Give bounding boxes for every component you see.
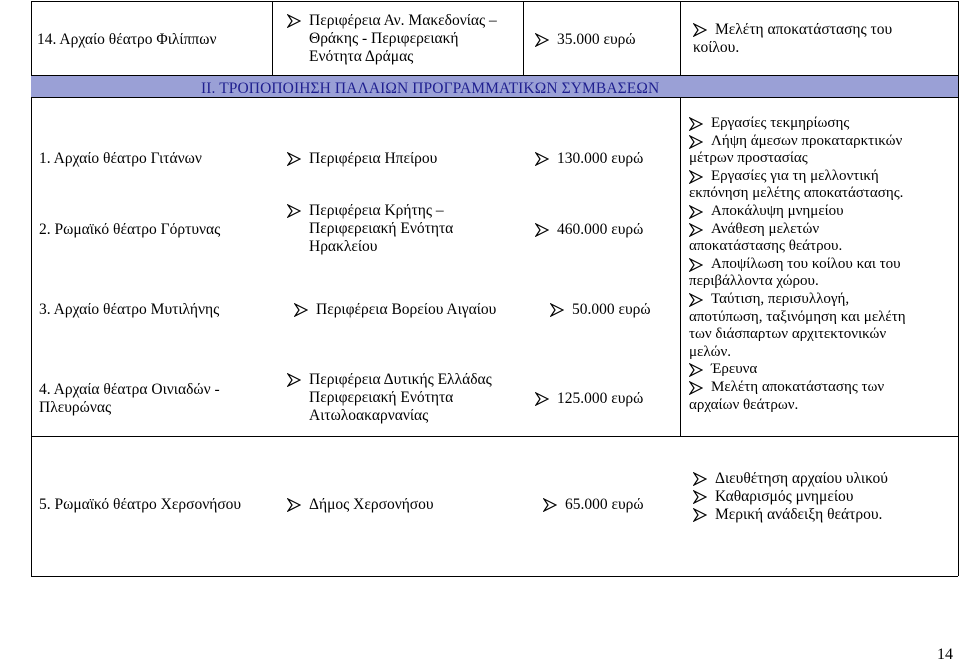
arrow-bullet-icon xyxy=(689,117,703,131)
site-line: Πλευρώνας xyxy=(39,399,112,416)
arrow-bullet-icon xyxy=(287,373,301,387)
list-item xyxy=(535,31,636,49)
action-item xyxy=(689,168,957,186)
list-item xyxy=(550,301,651,319)
arrow-bullet-icon xyxy=(693,472,707,486)
bottom-row-site: 5. Ρωμαϊκό θέατρο Χερσονήσου xyxy=(39,496,242,513)
arrow-bullet-icon xyxy=(535,152,549,166)
list-item xyxy=(535,221,643,239)
arrow-bullet-icon xyxy=(689,170,703,184)
arrow-bullet-icon xyxy=(550,303,564,317)
site-line: 4. Αρχαία θέατρα Οινιαδών - xyxy=(39,381,220,398)
top-row-actions xyxy=(693,21,892,57)
table-right-border xyxy=(958,1,959,576)
arrow-bullet-icon xyxy=(693,508,707,522)
action-item xyxy=(693,506,888,524)
page-number: 14 xyxy=(937,646,953,663)
arrow-bullet-icon xyxy=(535,392,549,406)
row-2-site: 2. Ρωμαϊκό θέατρο Γόρτυνας xyxy=(39,221,221,238)
region-line: Ηρακλείου xyxy=(309,238,378,255)
column-divider xyxy=(272,1,273,75)
region-line: Θράκης - Περιφερειακή xyxy=(309,30,459,47)
list-item xyxy=(287,150,437,168)
action-item xyxy=(693,470,888,488)
column-divider xyxy=(523,1,524,75)
arrow-bullet-icon xyxy=(287,14,301,28)
action-item xyxy=(693,488,888,506)
action-line: Λήψη άμεσων προκαταρκτικών xyxy=(711,132,903,149)
top-row-region xyxy=(287,12,497,66)
arrow-bullet-icon xyxy=(689,135,703,149)
action-line: εκπόνηση μελέτης αποκατάστασης. xyxy=(689,185,904,202)
cost-value: 35.000 ευρώ xyxy=(557,31,636,48)
action-item xyxy=(689,221,957,239)
row-2-cost xyxy=(535,221,643,239)
list-item xyxy=(287,202,453,256)
region-line: Περιφέρεια Δυτικής Ελλάδας xyxy=(309,371,492,388)
region-line: Περιφέρεια Αν. Μακεδονίας – xyxy=(309,12,497,29)
action-line: Ταύτιση, περισυλλογή, xyxy=(711,290,850,307)
row-1-cost xyxy=(535,150,643,168)
list-item xyxy=(535,150,643,168)
action-line: Εργασίες τεκμηρίωσης xyxy=(711,115,850,131)
row-divider xyxy=(31,576,958,577)
arrow-bullet-icon xyxy=(689,223,703,237)
region-line: Περιφέρεια Βορείου Αιγαίου xyxy=(316,301,497,318)
bottom-row-cost xyxy=(543,496,644,514)
action-item xyxy=(689,291,957,309)
row-3-cost xyxy=(550,301,651,319)
action-item xyxy=(689,361,957,379)
region-line: Περιφέρεια Κρήτης – xyxy=(309,202,444,219)
arrow-bullet-icon xyxy=(287,204,301,218)
row-divider xyxy=(31,436,958,437)
action-line: Καθαρισμός μνημείου xyxy=(715,488,854,505)
arrow-bullet-icon xyxy=(689,381,703,395)
region-line: Περιφερειακή Ενότητα xyxy=(309,220,454,237)
table-top-border xyxy=(31,1,958,2)
action-item xyxy=(689,133,957,151)
action-line: αποτύπωση, ταξινόμηση και μελέτη xyxy=(689,308,906,325)
list-item xyxy=(294,301,496,319)
region-line: Ενότητα Δράμας xyxy=(309,48,414,65)
action-line: Μελέτη αποκατάστασης των xyxy=(711,378,885,395)
action-line: Έρευνα xyxy=(711,361,758,378)
bottom-row-actions xyxy=(693,470,888,524)
list-item xyxy=(543,496,644,514)
list-item xyxy=(693,21,892,39)
shared-actions xyxy=(689,115,957,414)
list-item xyxy=(287,371,492,425)
arrow-bullet-icon xyxy=(287,152,301,166)
column-divider xyxy=(680,1,681,75)
top-row-site: 14. Αρχαίο θέατρο Φιλίππων xyxy=(37,31,217,48)
action-line: αποκατάστασης θεάτρου. xyxy=(689,238,843,255)
column-divider xyxy=(680,97,681,436)
row-4-cost xyxy=(535,390,643,408)
list-item xyxy=(287,496,434,514)
row-2-region xyxy=(287,202,453,256)
action-line: Διευθέτηση αρχαίου υλικού xyxy=(715,470,888,487)
action-line: μέτρων προστασίας xyxy=(689,150,808,167)
action-line: μελών. xyxy=(689,343,732,360)
action-line: αρχαίων θεάτρων. xyxy=(689,396,799,413)
action-line: κοίλου. xyxy=(693,39,740,56)
action-line: Μερική ανάδειξη θεάτρου. xyxy=(715,506,883,523)
arrow-bullet-icon xyxy=(535,33,549,47)
arrow-bullet-icon xyxy=(689,293,703,307)
cost-value: 460.000 ευρώ xyxy=(557,221,644,238)
arrow-bullet-icon xyxy=(693,23,707,37)
arrow-bullet-icon xyxy=(693,490,707,504)
cost-value: 50.000 ευρώ xyxy=(572,301,651,318)
action-item xyxy=(689,115,957,133)
action-line: Ανάθεση μελετών xyxy=(711,220,820,237)
arrow-bullet-icon xyxy=(543,498,557,512)
action-item xyxy=(689,203,957,221)
region-line: Περιφέρεια Ηπείρου xyxy=(309,150,438,167)
arrow-bullet-icon xyxy=(689,205,703,219)
row-1-site: 1. Αρχαίο θέατρο Γιτάνων xyxy=(39,150,202,167)
region-line: Αιτωλοακαρνανίας xyxy=(309,407,429,424)
region-line: Περιφερειακή Ενότητα xyxy=(309,389,454,406)
arrow-bullet-icon xyxy=(535,223,549,237)
section-title: ΙΙ. ΤΡΟΠΟΠΟΙΗΣΗ ΠΑΛΑΙΩΝ ΠΡΟΓΡΑΜΜΑΤΙΚΩΝ ΣΥΜΒΑΣΕΩΝ xyxy=(201,80,660,97)
row-3-region xyxy=(294,301,496,319)
cost-value: 65.000 ευρώ xyxy=(565,496,644,513)
bottom-row-region xyxy=(287,496,434,514)
action-line: Αποκάλυψη μνημείου xyxy=(711,202,844,219)
row-4-region xyxy=(287,371,492,425)
list-item xyxy=(535,390,643,408)
action-line: περιβάλλοντα χώρου. xyxy=(689,273,819,290)
top-row-cost xyxy=(535,31,636,49)
row-4-site xyxy=(39,381,220,417)
arrow-bullet-icon xyxy=(689,363,703,377)
action-item xyxy=(689,256,957,274)
action-item xyxy=(689,379,957,397)
arrow-bullet-icon xyxy=(689,258,703,272)
arrow-bullet-icon xyxy=(294,303,308,317)
list-item xyxy=(287,12,497,66)
cost-value: 130.000 ευρώ xyxy=(557,150,644,167)
action-line: των διάσπαρτων αρχιτεκτονικών xyxy=(689,326,887,343)
action-line: Μελέτη αποκατάστασης του xyxy=(715,21,893,38)
action-line: Εργασίες για τη μελλοντική xyxy=(711,167,879,184)
region-line: Δήμος Χερσονήσου xyxy=(309,496,434,513)
row-3-site: 3. Αρχαίο θέατρο Μυτιλήνης xyxy=(39,301,220,318)
arrow-bullet-icon xyxy=(287,498,301,512)
action-line: Αποψίλωση του κοίλου και του xyxy=(711,255,901,272)
cost-value: 125.000 ευρώ xyxy=(557,390,644,407)
row-1-region xyxy=(287,150,437,168)
